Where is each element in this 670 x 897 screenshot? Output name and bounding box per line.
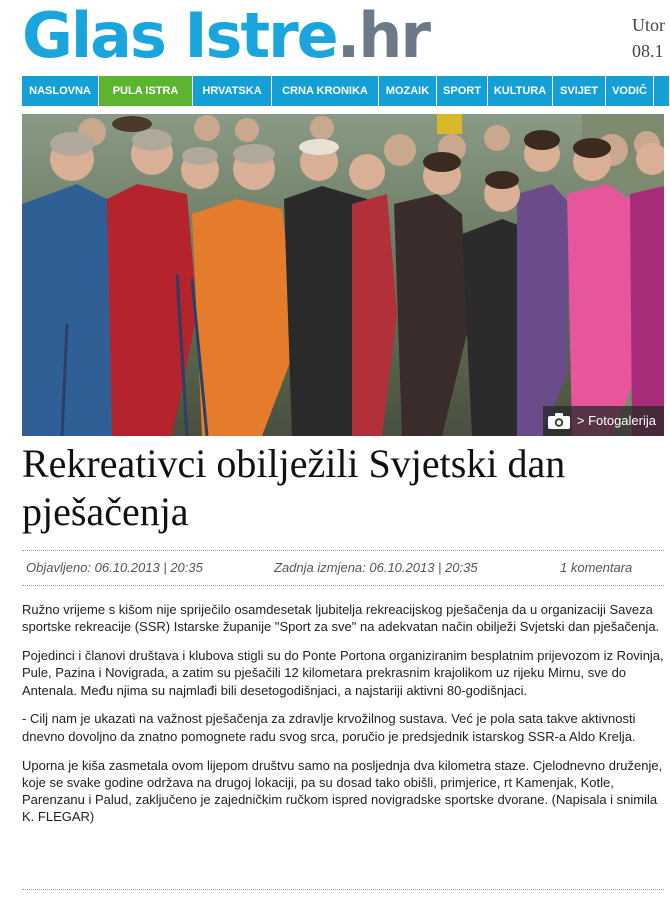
camera-icon bbox=[547, 412, 571, 430]
article-paragraph: Uporna je kiša zasmetala ovom lijepom društvu samo na posljednja dva kilometra staze. Cjelodnevno druženje, koje se svake godine održava na drugoj lokaciji, pa su dosad tako obišli, primjerice, rt Kamenjak, Kotle, Parenzanu i Palud, zaključeno je zajedničkim ručkom ispred novigradske sportske dvorane. (Napisala i snimila K. FLEGAR) bbox=[22, 757, 663, 825]
nav-vodic[interactable]: VODIČ bbox=[606, 76, 654, 106]
header-date-value: 08.1 bbox=[632, 41, 664, 61]
group-photo-illustration bbox=[22, 114, 664, 436]
logo-hr: .hr bbox=[336, 0, 429, 72]
nav-kultura[interactable]: KULTURA bbox=[488, 76, 553, 106]
article-paragraph: Pojedinci i članovi društava i klubova stigli su do Ponte Portona organiziranim besplatnim prijevozom iz Rovinja, Pule, Pazina i Novigrada, a zatim su pješačili 12 kilometara prekrasnim krajolikom uz rijeku Mirnu, sve do Antenala. Među njima su najmlađi bili desetogodišnjaci, a najstariji aktivni 80-godišnjaci. bbox=[22, 648, 664, 698]
header-day: Utor bbox=[632, 15, 665, 35]
nav-hrvatska[interactable]: HRVATSKA bbox=[193, 76, 272, 106]
photo-gallery-link[interactable] bbox=[543, 406, 664, 436]
bottom-divider bbox=[22, 889, 664, 890]
nav-svijet[interactable]: SVIJET bbox=[553, 76, 606, 106]
logo-glas: Glas bbox=[22, 0, 185, 72]
site-header bbox=[0, 0, 670, 76]
article-paragraph: Ružno vrijeme s kišom nije spriječilo osamdesetak ljubitelja rekreacijskog pješačenja da u organizaciji Saveza sportske rekreacije (SSR) Istarske županije "Sport za sve" na adekvatan način obilježi Svjetski dan pješačenja. bbox=[22, 602, 660, 635]
article-photo[interactable] bbox=[22, 114, 664, 436]
modified-date: Zadnja izmjena: 06.10.2013 | 20:35 bbox=[274, 560, 478, 575]
main-nav bbox=[22, 76, 670, 106]
article-title: Rekreativci obilježili Svjetski dan pješačenja bbox=[22, 441, 566, 534]
comments-link[interactable]: 1 komentara bbox=[560, 560, 633, 575]
article-body bbox=[22, 601, 668, 837]
site-logo[interactable] bbox=[22, 2, 429, 70]
published-date: Objavljeno: 06.10.2013 | 20:35 bbox=[26, 560, 203, 575]
nav-crna-kronika[interactable]: CRNA KRONIKA bbox=[272, 76, 379, 106]
nav-pula-istra[interactable]: PULA ISTRA bbox=[99, 76, 193, 106]
header-date bbox=[632, 12, 665, 64]
article-meta bbox=[22, 550, 664, 586]
nav-naslovna[interactable]: NASLOVNA bbox=[22, 76, 99, 106]
nav-sport[interactable]: SPORT bbox=[437, 76, 488, 106]
nav-more[interactable] bbox=[654, 76, 670, 106]
article-paragraph: - Cilj nam je ukazati na važnost pješačenja za zdravlje krvožilnog sustava. Već je pola sata takve aktivnosti dnevno dovoljno da znatno pomognete radu svog srca, poručio je predsjednik istarskog SSR-a Aldo Krelja. bbox=[22, 711, 636, 744]
nav-mozaik[interactable]: MOZAIK bbox=[379, 76, 437, 106]
photo-gallery-label: > Fotogalerija bbox=[576, 413, 656, 428]
logo-istre: Istre bbox=[184, 0, 337, 72]
